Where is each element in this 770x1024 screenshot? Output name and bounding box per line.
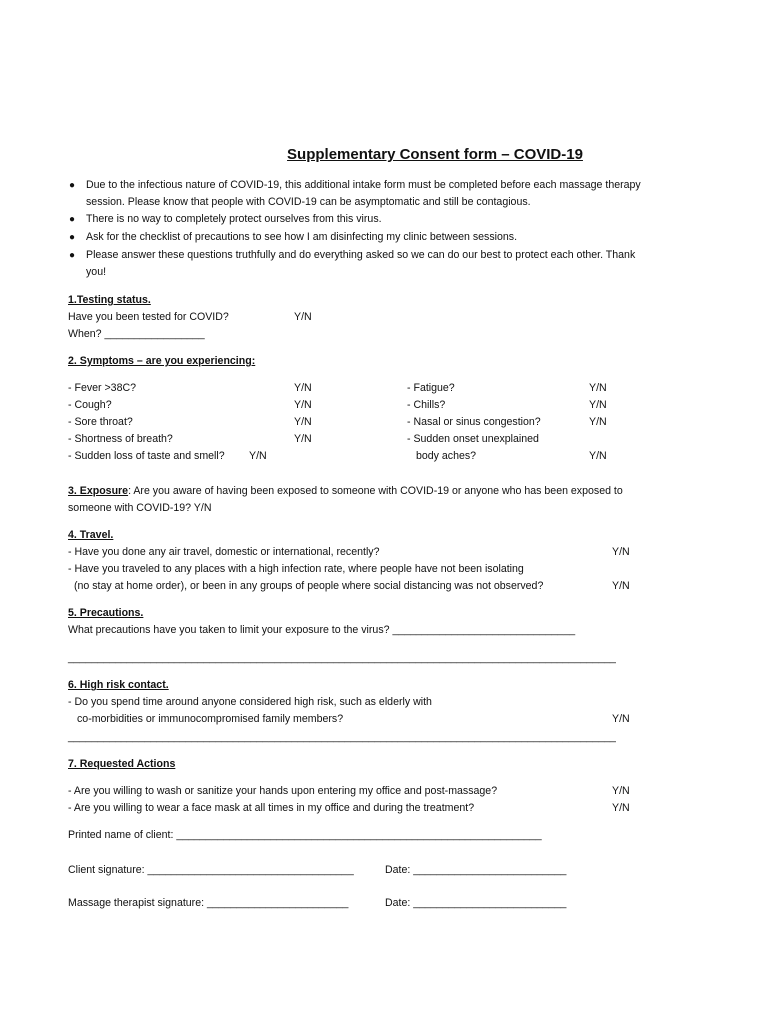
symptom-label: - Fever >38C?: [68, 382, 137, 394]
bullet-text: you!: [86, 266, 107, 278]
bullet-text: Ask for the checklist of precautions to see how I am disinfecting my clinic between sessions.: [86, 231, 518, 243]
symptom-label: - Cough?: [68, 399, 112, 411]
section-heading-symptoms: 2. Symptoms – are you experiencing:: [68, 355, 256, 367]
symptom-answer[interactable]: Y/N: [589, 450, 607, 462]
section-heading-testing: 1.Testing status.: [68, 294, 151, 306]
bullet-icon: ●: [68, 180, 76, 191]
symptom-answer[interactable]: Y/N: [589, 416, 607, 428]
section-heading-risk: 6. High risk contact.: [68, 679, 169, 691]
tested-when-field[interactable]: When? _________________: [68, 328, 205, 340]
form-title: Supplementary Consent form – COVID-19: [287, 146, 583, 163]
symptom-answer[interactable]: Y/N: [294, 433, 312, 445]
symptom-label: - Nasal or sinus congestion?: [407, 416, 541, 428]
symptom-label: body aches?: [416, 450, 477, 462]
bullet-text: Due to the infectious nature of COVID-19, this additional intake form must be completed before each massage therapy: [86, 179, 641, 191]
bullet-text: There is no way to completely protect ourselves from this virus.: [86, 213, 382, 225]
symptom-label: - Sore throat?: [68, 416, 133, 428]
symptom-answer[interactable]: Y/N: [589, 382, 607, 394]
risk-question-cont: co-morbidities or immunocompromised family members?: [77, 713, 344, 725]
risk-question: - Do you spend time around anyone considered high risk, such as elderly with: [68, 696, 432, 708]
tested-answer[interactable]: Y/N: [294, 311, 312, 323]
symptom-label: - Shortness of breath?: [68, 433, 173, 445]
symptom-label: - Sudden loss of taste and smell?: [68, 450, 225, 462]
exposure-question-cont[interactable]: someone with COVID-19? Y/N: [68, 502, 212, 514]
bullet-text: Please answer these questions truthfully and do everything asked so we can do our best to protect each other. Thank: [86, 249, 636, 261]
symptom-label: - Sudden onset unexplained: [407, 433, 539, 445]
bullet-icon: ●: [68, 232, 76, 243]
symptom-answer[interactable]: Y/N: [294, 382, 312, 394]
exposure-question: : Are you aware of having been exposed to someone with COVID-19 or anyone who has been exposed to: [128, 485, 623, 497]
tested-question: Have you been tested for COVID?: [68, 311, 229, 323]
risk-answer[interactable]: Y/N: [612, 713, 630, 725]
travel-question-places: - Have you traveled to any places with a high infection rate, where people have not been isolating: [68, 563, 524, 575]
client-signature-field[interactable]: Client signature: ___________________________________: [68, 864, 354, 876]
bullet-icon: ●: [68, 214, 76, 225]
travel-question-air: - Have you done any air travel, domestic or international, recently?: [68, 546, 380, 558]
travel-answer-air[interactable]: Y/N: [612, 546, 630, 558]
risk-answer-line[interactable]: _____________________________________________________________________________________________: [68, 731, 616, 743]
precautions-answer-line[interactable]: _____________________________________________________________________________________________: [68, 652, 616, 664]
symptom-answer[interactable]: Y/N: [294, 399, 312, 411]
exposure-line-1: [68, 485, 623, 497]
symptom-answer[interactable]: Y/N: [249, 450, 267, 462]
section-heading-exposure: 3. Exposure: [68, 485, 129, 497]
therapist-signature-field[interactable]: Massage therapist signature: ________________________: [68, 897, 349, 909]
section-heading-actions: 7. Requested Actions: [68, 758, 176, 770]
action-answer-mask[interactable]: Y/N: [612, 802, 630, 814]
bullet-icon: ●: [68, 250, 76, 261]
printed-name-field[interactable]: Printed name of client: ______________________________________________________________: [68, 829, 542, 841]
section-heading-precautions: 5. Precautions.: [68, 607, 144, 619]
symptom-answer[interactable]: Y/N: [294, 416, 312, 428]
travel-answer-places[interactable]: Y/N: [612, 580, 630, 592]
therapist-date-field[interactable]: Date: __________________________: [385, 897, 567, 909]
symptom-label: - Fatigue?: [407, 382, 455, 394]
bullet-text: session. Please know that people with COVID-19 can be asymptomatic and still be contagious.: [86, 196, 531, 208]
precautions-question[interactable]: What precautions have you taken to limit your exposure to the virus? _______________________________: [68, 624, 576, 636]
action-question-mask: - Are you willing to wear a face mask at all times in my office and during the treatment?: [68, 802, 475, 814]
symptom-label: - Chills?: [407, 399, 446, 411]
travel-question-places-cont: (no stay at home order), or been in any groups of people where social distancing was not observed?: [74, 580, 544, 592]
action-answer-wash[interactable]: Y/N: [612, 785, 630, 797]
client-date-field[interactable]: Date: __________________________: [385, 864, 567, 876]
action-question-wash: - Are you willing to wash or sanitize your hands upon entering my office and post-massage?: [68, 785, 498, 797]
section-heading-travel: 4. Travel.: [68, 529, 114, 541]
symptom-answer[interactable]: Y/N: [589, 399, 607, 411]
